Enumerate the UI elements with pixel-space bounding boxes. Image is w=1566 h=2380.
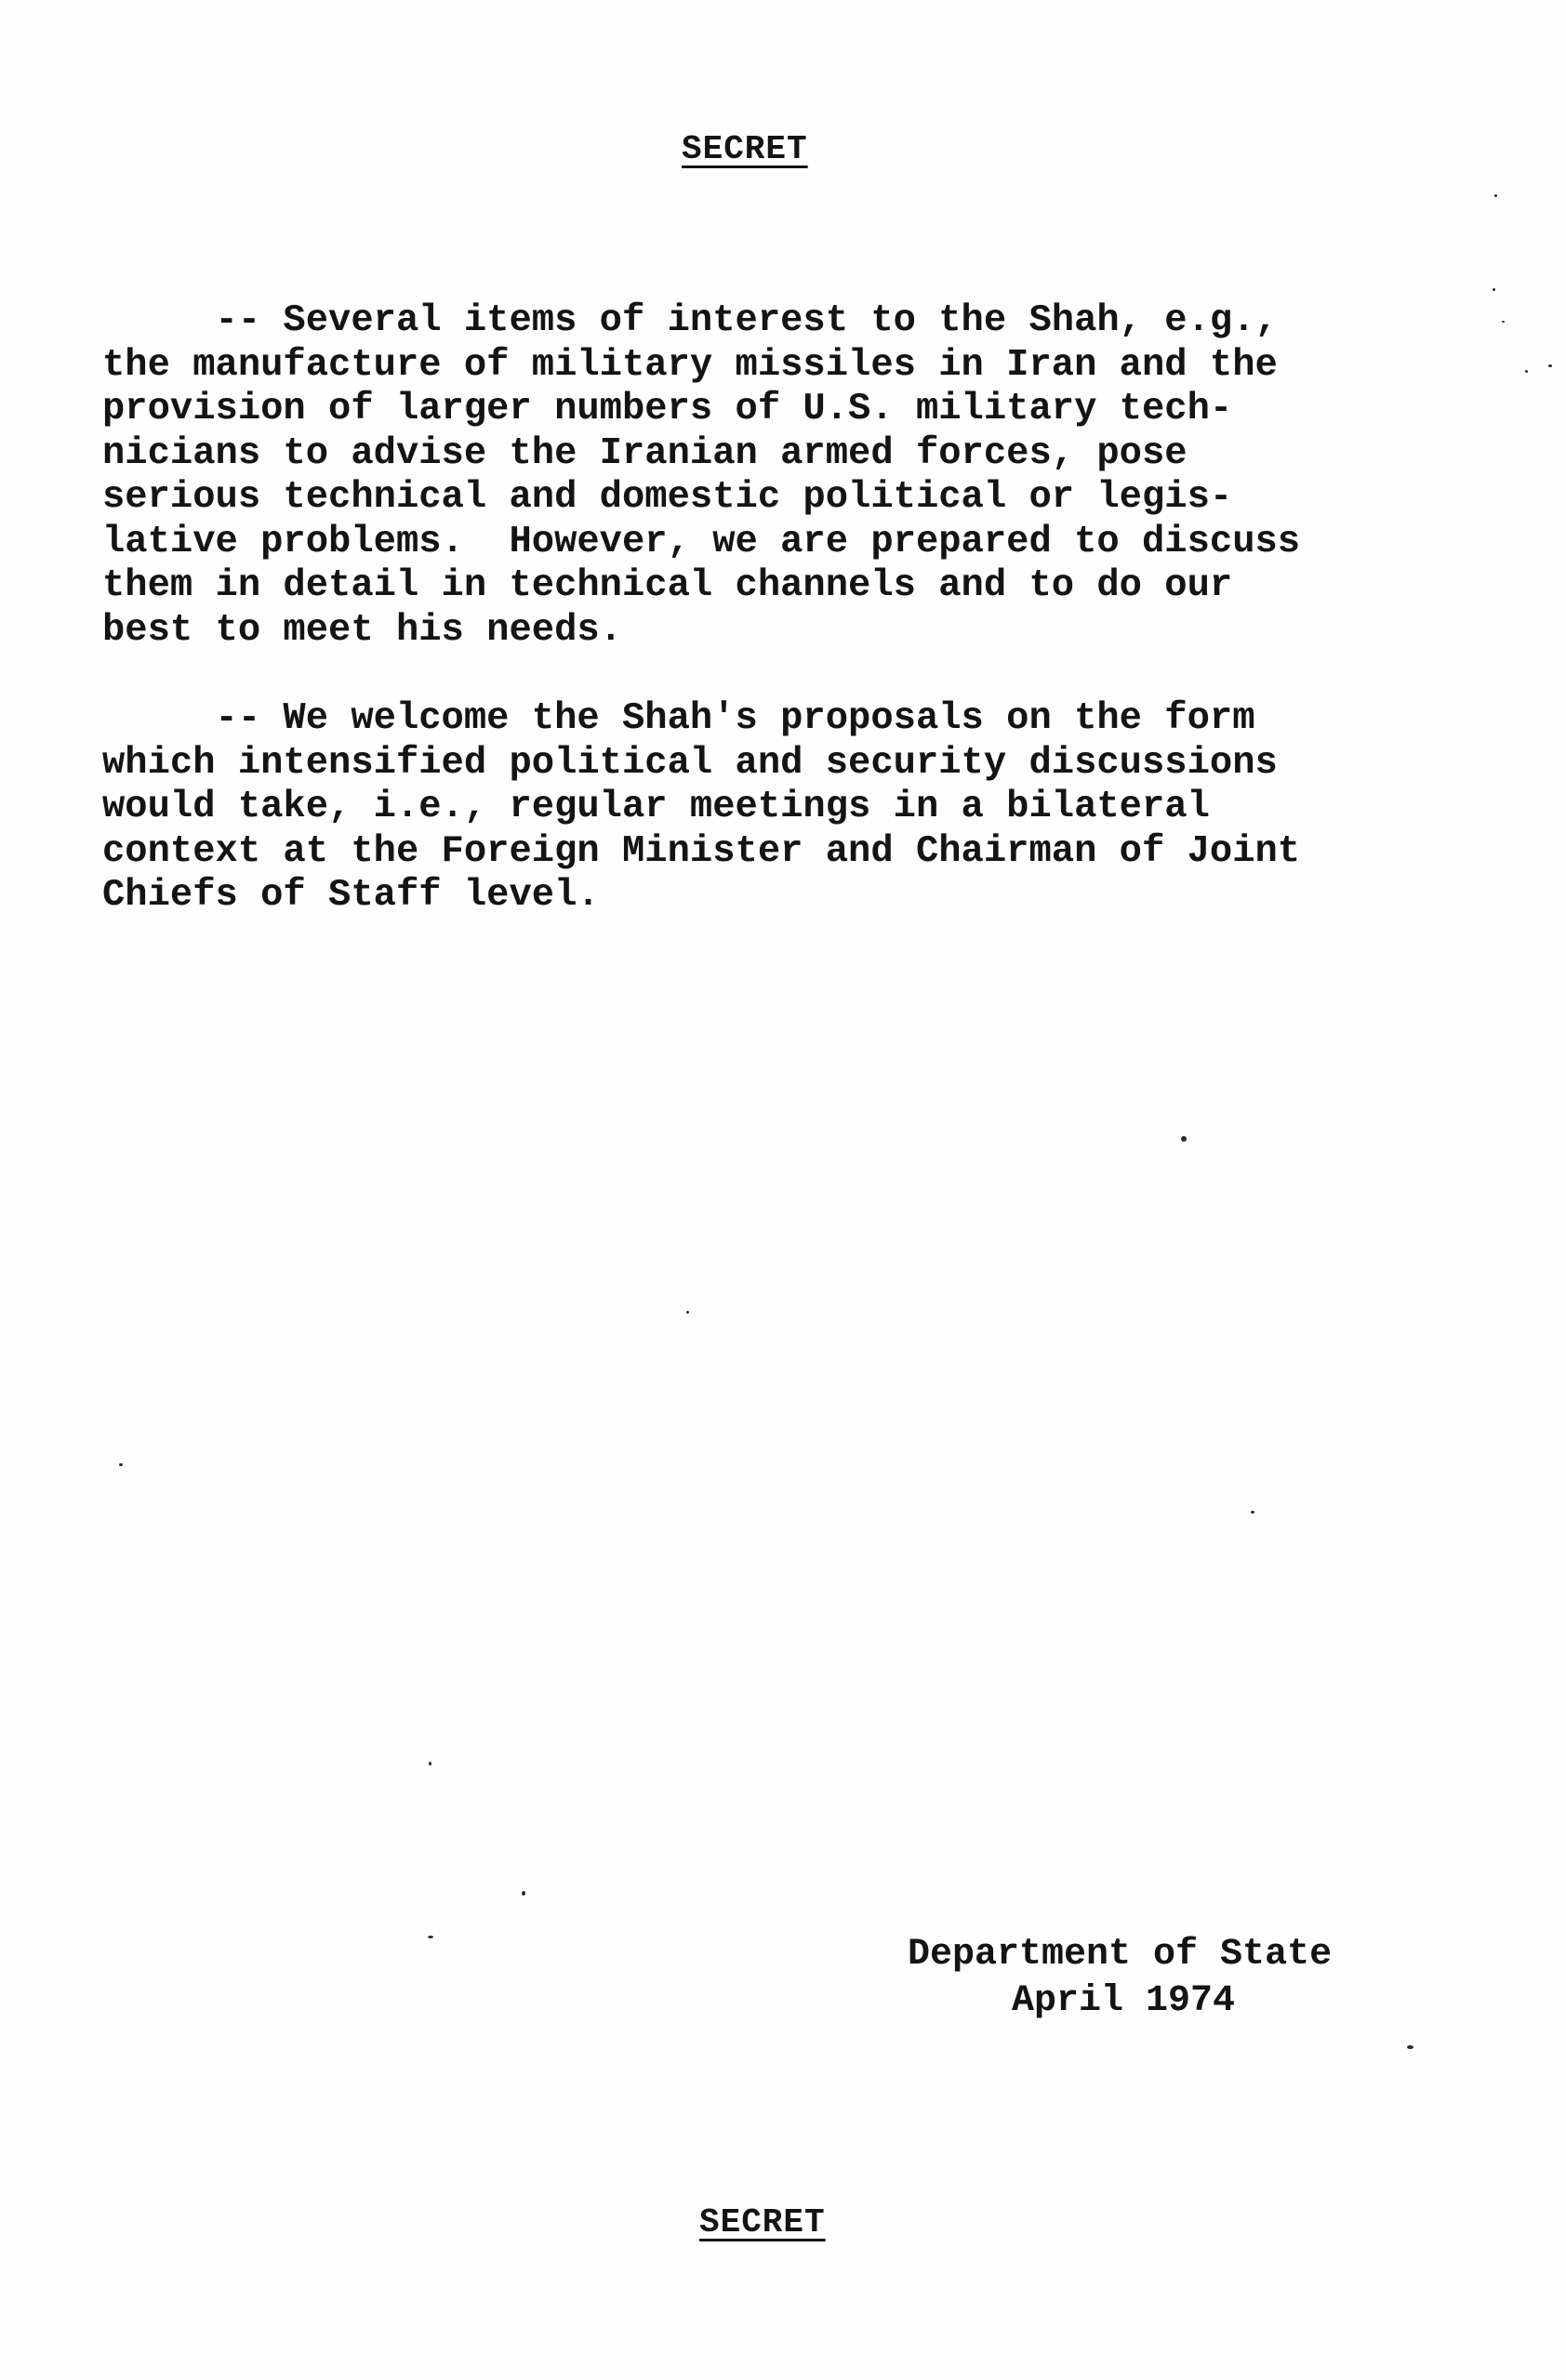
paragraph-line: them in detail in technical channels and to do our [102,564,1233,607]
scan-speck [686,1311,689,1314]
paragraph-line: best to meet his needs. [102,608,622,652]
paragraph-line: would take, i.e., regular meetings in a bilateral [102,786,1210,828]
scan-speck [1525,370,1528,373]
paragraph-security-discussions [102,697,1534,919]
scan-speck [1548,364,1552,367]
scan-speck [1494,194,1497,197]
paragraph-line: the manufacture of military missiles in Iran and the [102,343,1278,387]
top-classification-marking: SECRET [682,130,808,168]
paragraph-line: -- Several items of interest to the Shah, e.g., [102,299,1278,342]
paragraph-line: provision of larger numbers of U.S. military tech- [102,388,1233,430]
scan-speck [1502,321,1505,323]
scan-speck [522,1891,525,1896]
paragraph-line: nicians to advise the Iranian armed forces, pose [102,431,1188,475]
scan-speck [119,1463,123,1466]
paragraph-line: which intensified political and security discussions [102,741,1278,785]
scan-speck [1251,1511,1254,1514]
paragraph-line: context at the Foreign Minister and Chairman of Joint [102,829,1301,873]
signature-date: April 1974 [1012,1980,1236,2022]
paragraph-line: serious technical and domestic political or legis- [102,476,1233,519]
paragraph-line: -- We welcome the Shah's proposals on the form [102,697,1255,740]
paragraph-shah-requests [102,299,1534,653]
scan-speck [1407,2045,1413,2049]
bottom-classification-marking: SECRET [699,2203,826,2241]
signature-department: Department of State [908,1934,1333,1976]
scan-speck [428,1936,433,1938]
paragraph-line: Chiefs of Staff level. [102,874,600,917]
scan-speck [429,1762,431,1765]
scan-speck [1493,288,1495,291]
paragraph-line: lative problems. However, we are prepared to discuss [102,520,1301,563]
scan-speck [1181,1136,1187,1142]
